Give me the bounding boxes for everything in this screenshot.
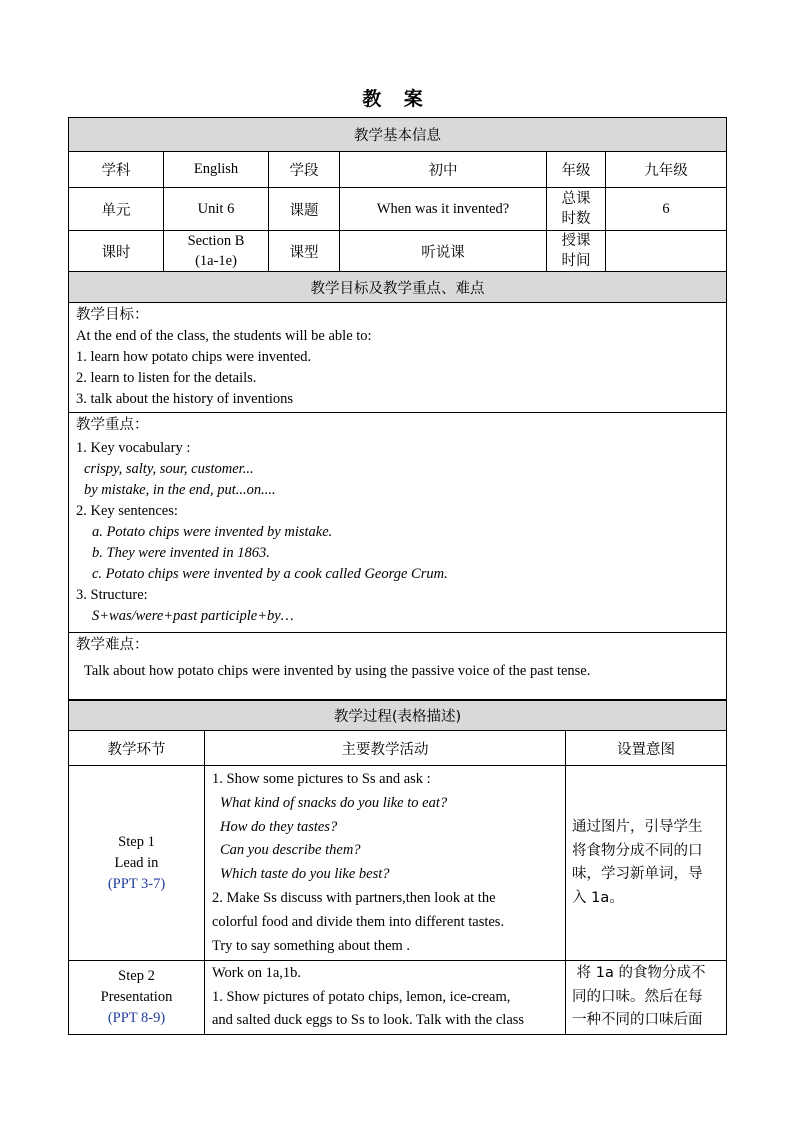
objective-line: 2. learn to listen for the details. [76, 370, 257, 386]
stage-value: 初中 [340, 152, 547, 188]
structure-formula: S+was/were+past participle+by… [92, 608, 294, 624]
step2-ppt: (PPT 8-9) [107, 1010, 166, 1027]
difficult-points-text: Talk about how potato chips were invented by using the passive voice of the past tense. [84, 663, 591, 679]
process-header-stage: 教学环节 [69, 731, 205, 766]
key-points-title: 教学重点： [76, 417, 149, 433]
subject-label: 学科 [69, 152, 164, 188]
unit-value: Unit 6 [164, 188, 269, 231]
objectives-title: 教学目标： [76, 307, 149, 323]
key-sentence: a. Potato chips were invented by mistake. [92, 524, 333, 540]
objective-line: At the end of the class, the students will be able to: [76, 328, 372, 344]
key-vocab-label: 1. Key vocabulary : [76, 440, 191, 456]
step1-name: Step 1 [118, 833, 155, 850]
difficult-points-cell [69, 633, 727, 700]
period-value: Section B (1a-1e) [164, 231, 269, 272]
key-sentences-label: 2. Key sentences: [76, 503, 178, 519]
teaching-time-label: 授课 时间 [547, 231, 606, 272]
step1-activity: 1. Show some pictures to Ss and ask : What kind of snacks do you like to eat? How do they tastes? Can you describe them? Which taste do you like best? 2. Make Ss discuss with partners,then look at the colorful food and divide them into different tastes. Try to say something about them . [205, 766, 566, 961]
step2-sub: Presentation [100, 989, 173, 1006]
key-points-cell [69, 413, 727, 633]
process-header-activity: 主要教学活动 [205, 731, 566, 766]
step1-ppt: (PPT 3-7) [107, 875, 166, 892]
step2-activity: Work on 1a,1b. 1. Show pictures of potato chips, lemon, ice-cream, and salted duck eggs to Ss to look. Talk with the class [205, 961, 566, 1035]
objective-line: 1. learn how potato chips were invented. [76, 349, 312, 365]
step2-cell [69, 961, 205, 1035]
step1-intent: 通过图片，引导学生 将食物分成不同的口 味，学习新单词，导 入 1a。 [566, 766, 727, 961]
unit-label: 单元 [69, 188, 164, 231]
total-hours-value: 6 [606, 188, 727, 231]
key-vocab-line: crispy, salty, sour, customer... [84, 461, 254, 477]
difficult-points-title: 教学难点： [76, 637, 149, 653]
step2-name: Step 2 [118, 968, 155, 985]
document-title: 教 案 [362, 88, 431, 110]
period-label: 课时 [69, 231, 164, 272]
step1-question: What kind of snacks do you like to eat? [220, 794, 448, 811]
key-sentence: b. They were invented in 1863. [92, 545, 270, 561]
teaching-process-table [68, 700, 727, 1035]
stage-label: 学段 [269, 152, 340, 188]
key-vocab-line: by mistake, in the end, put...on.... [84, 482, 276, 498]
process-header-intent: 设置意图 [566, 731, 727, 766]
basic-info-band: 教学基本信息 [69, 118, 727, 152]
subject-value: English [164, 152, 269, 188]
key-sentence: c. Potato chips were invented by a cook called George Crum. [92, 566, 448, 582]
topic-value: When was it invented? [340, 188, 547, 231]
grade-label: 年级 [547, 152, 606, 188]
step1-cell [69, 766, 205, 961]
grade-value: 九年级 [606, 152, 727, 188]
step1-sub: Lead in [114, 854, 159, 871]
total-hours-label: 总课 时数 [547, 188, 606, 231]
objectives-cell [69, 303, 727, 413]
step1-question: Can you describe them? [220, 842, 361, 859]
topic-label: 课题 [269, 188, 340, 231]
process-band: 教学过程(表格描述) [69, 701, 727, 731]
lesson-type-label: 课型 [269, 231, 340, 272]
structure-label: 3. Structure: [76, 587, 148, 603]
basic-info-table [68, 117, 727, 700]
step2-intent: 将 1a 的食物分成不 同的口味。然后在每 一种不同的口味后面 [566, 961, 727, 1035]
goals-band: 教学目标及教学重点、难点 [69, 272, 727, 303]
lesson-type-value: 听说课 [340, 231, 547, 272]
step1-question: How do they tastes? [220, 818, 338, 835]
objective-line: 3. talk about the history of inventions [76, 391, 294, 407]
step1-question: Which taste do you like best? [220, 866, 390, 883]
teaching-time-value [606, 231, 727, 272]
